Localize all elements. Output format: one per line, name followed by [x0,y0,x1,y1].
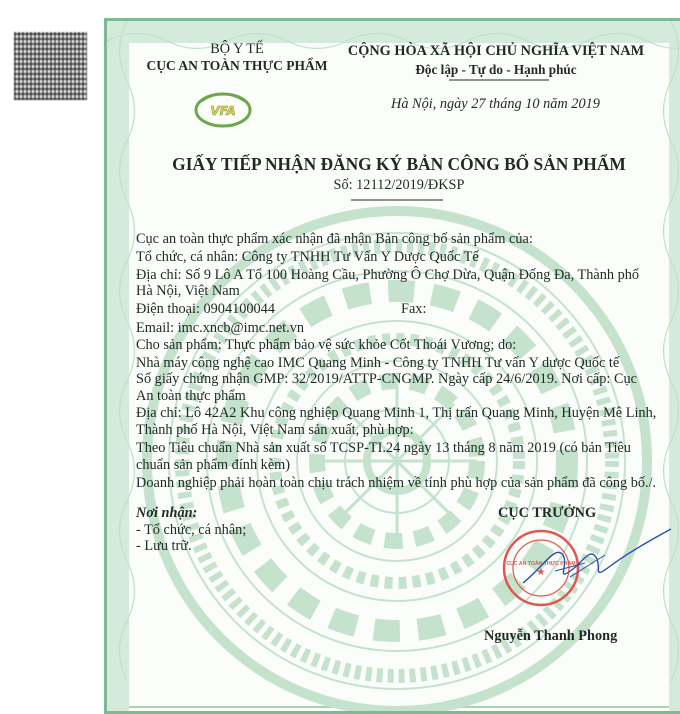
standard-line-2: chuẩn sản phẩm đính kèm) [136,457,291,473]
standard-line-1: Theo Tiêu chuẩn Nhà sản xuất số TCSP-TI.24 ngày 13 tháng 8 năm 2019 (có bản Tiêu [136,440,631,456]
address-line-1: Địa chỉ: Số 9 Lô A Tổ 100 Hoàng Cầu, Phường Ô Chợ Dừa, Quận Đống Đa, Thành phố [136,267,640,283]
title-underline [351,199,443,201]
stamp-text: CỤC AN TOÀN THỰC PHẨM [506,561,576,567]
vfa-logo [190,89,256,129]
issue-date: Hà Nội, ngày 27 tháng 10 năm 2019 [391,96,600,112]
ministry-name: BỘ Y TẾ [210,41,264,57]
country-name: CỘNG HÒA XÃ HỘI CHỦ NGHĨA VIỆT NAM [347,43,645,59]
qr-code-icon [14,32,87,100]
signature [515,525,675,595]
motto-underline [449,79,549,81]
responsibility-statement: Doanh nghiệp phải hoàn toàn chịu trách nhiệm về tính phù hợp của sản phẩm đã công bố./. [136,475,657,491]
stamp-star-icon: ★ [536,567,546,578]
gmp-line-1: Số giấy chứng nhận GMP: 32/2019/ATTP-CNGMP. Ngày cấp 24/6/2019. Nơi cấp: Cục [136,371,637,387]
department-name: CỤC AN TOÀN THỰC PHẨM [146,58,328,73]
factory-address-line-1: Địa chỉ: Lô 42A2 Khu công nghiệp Quang Minh 1, Thị trấn Quang Minh, Huyện Mê Linh, [136,405,657,421]
address-line-2: Hà Nội, Việt Nam [136,283,240,299]
recipient-2: - Lưu trữ. [136,538,192,554]
recipients-label: Nơi nhận: [136,505,198,521]
product-name: Cho sản phẩm: Thực phẩm bảo vệ sức khỏe Cốt Thoái Vương; do: [136,337,517,353]
phone: Điện thoại: 0904100044 [136,301,275,317]
fax: Fax: [401,301,427,317]
manufacturer: Nhà máy công nghệ cao IMC Quang Minh - Công ty TNHH Tư vấn Y dược Quốc tế [136,355,620,371]
document-number: Số: 12112/2019/ĐKSP [333,177,465,193]
email: Email: imc.xncb@imc.net.vn [136,320,305,336]
gmp-line-2: An toàn thực phẩm [136,388,246,404]
signer-title: CỤC TRƯỞNG [498,505,597,521]
national-motto: Độc lập - Tự do - Hạnh phúc [415,62,577,77]
organization: Tổ chức, cá nhân: Công ty TNHH Tư Vấn Y Dược Quốc Tế [136,249,479,265]
intro-text: Cục an toàn thực phẩm xác nhận đã nhận Bản công bố sản phẩm của: [136,231,533,247]
recipient-1: - Tổ chức, cá nhân; [136,522,247,538]
document-title: GIẤY TIẾP NHẬN ĐĂNG KÝ BẢN CÔNG BỐ SẢN PHẨM [172,154,626,174]
certificate [104,18,680,714]
factory-address-line-2: Thành phố Hà Nội, Việt Nam sản xuất, phù hợp: [136,422,414,438]
signer-name: Nguyễn Thanh Phong [484,628,618,644]
vfa-logo-text: VFA [210,104,236,118]
